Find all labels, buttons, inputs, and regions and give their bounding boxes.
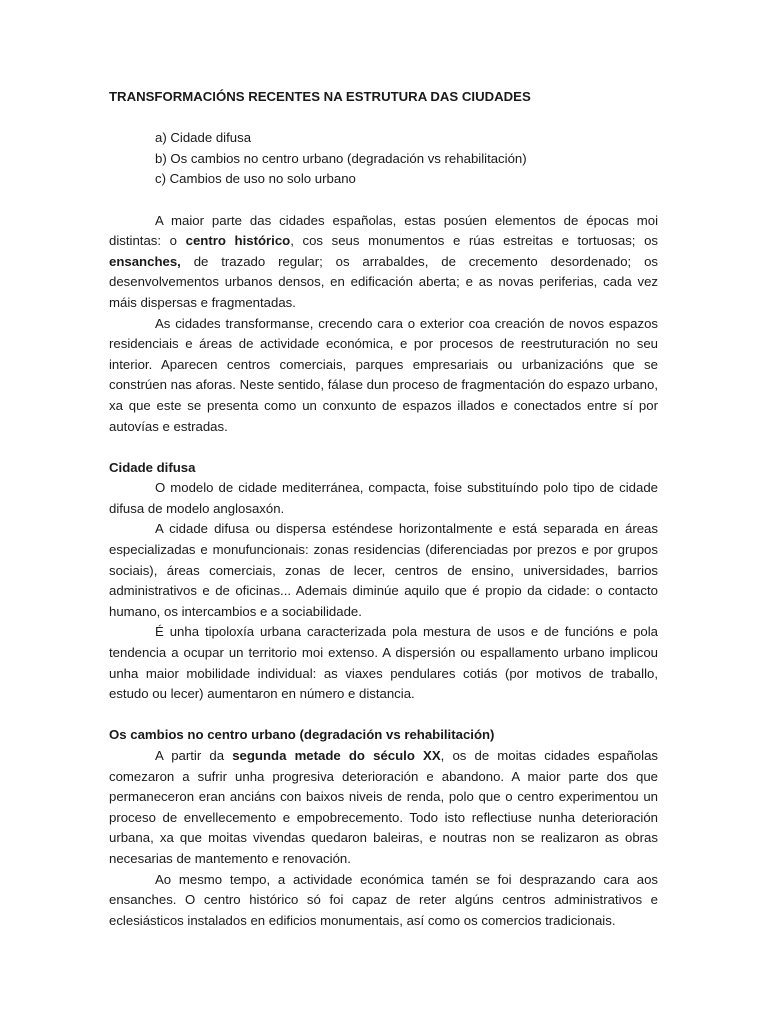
text-run: A maior parte das cidades españolas, estas posúen elementos de épocas moi distintas: o [109, 212, 658, 249]
intro-paragraph-1 [109, 211, 658, 314]
document-title: TRANSFORMACIÓNS RECENTES NA ESTRUTURA DAS CIUDADES [109, 89, 531, 104]
cidade-difusa-paragraph-2: A cidade difusa ou dispersa esténdese horizontalmente e está separada en áreas especializadas e monufuncionais: zonas residencias (diferenciadas por prezos e por grupos sociais), áreas comerciais, zonas de lecer, centros de ensino, universidades, barrios administrativos e de oficinas... Ademais diminúe aquilo que é propio da cidade: o contacto humano, os intercambios e a sociabilidade. [109, 521, 658, 619]
section-heading-cidade-difusa: Cidade difusa [109, 459, 196, 475]
outline-item: a) Cidade difusa [155, 130, 252, 146]
centro-urbano-paragraph-2: Ao mesmo tempo, a actividade económica tamén se foi desprazando cara aos ensanches. O centro histórico só foi capaz de reter algúns centros administrativos e eclesiásticos instalados en edificios monumentais, así como os comercios tradicionais. [109, 871, 658, 928]
outline-item: c) Cambios de uso no solo urbano [155, 171, 356, 187]
document-page [109, 87, 658, 931]
bold-term-segunda-metade: segunda metade do século XX [232, 748, 441, 763]
outline-item: b) Os cambios no centro urbano (degradación vs rehabilitación) [155, 150, 527, 166]
text-run: , os de moitas cidades españolas comezaron a sufrir unha progresiva deterioración e abandono. A maior parte dos que permaneceron eran anciáns con baixos niveis de renda, polo que o centro experimentou un proceso de envellecemento e empobrecemento. Todo isto reflectiuse nunha deterioración urbana, xa que moitas vivendas quedaron baleiras, e noutras non se realizaron as obras necesarias de mantemento e renovación. [109, 748, 659, 866]
cidade-difusa-paragraph-3: É unha tipoloxía urbana caracterizada pola mestura de usos e de funcións e pola tendencia a ocupar un territorio moi extenso. A dispersión ou espallamento urbano implicou unha maior mobilidade individual: as viaxes pendulares cotiás (por motivos de traballo, estudo ou lecer) aumentaron en número e distancia. [109, 624, 658, 702]
section-heading-centro-urbano: Os cambios no centro urbano (degradación vs rehabilitación) [109, 727, 495, 743]
intro-paragraph-2: As cidades transformanse, crecendo cara o exterior coa creación de novos espazos residenciais e áreas de actividade económica, e por procesos de reestruturación no seu interior. Aparecen centros comerciais, parques empresariais ou urbanizacións que se constrúen nas aforas. Neste sentido, fálase dun proceso de fragmentación do espazo urbano, xa que este se presenta como un conxunto de espazos illados e conectados entre sí por autovías e estradas. [109, 315, 658, 434]
bold-term-ensanches: ensanches, [109, 253, 181, 269]
text-run: , cos seus monumentos e rúas estreitas e tortuosas; os [290, 233, 658, 249]
text-run: de trazado regular; os arrabaldes, de crecemento desordenado; os desenvolvementos urbanos densos, en edificación aberta; e as novas periferias, cada vez máis dispersas e fragmentadas. [109, 253, 658, 310]
text-run: A partir da [155, 748, 233, 763]
centro-urbano-paragraph-1 [109, 746, 658, 870]
outline-list [109, 128, 658, 190]
cidade-difusa-paragraph-1: O modelo de cidade mediterránea, compacta, foise substituíndo polo tipo de cidade difusa de modelo anglosaxón. [109, 480, 658, 516]
bold-term-centro-historico: centro histórico [185, 233, 291, 249]
